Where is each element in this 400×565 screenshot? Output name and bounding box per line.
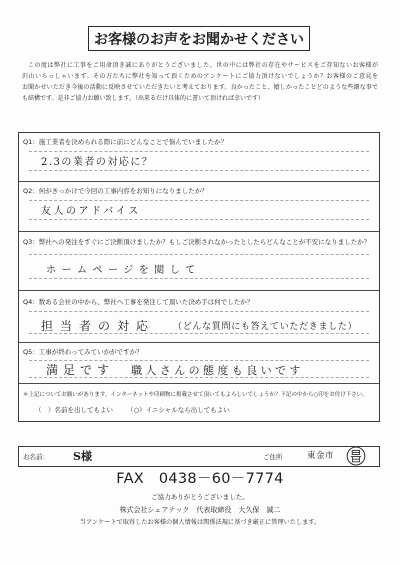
option-full-name: [35, 406, 113, 415]
question-2-label: Q2：何がきっかけで今回の工事内容をお知りになりましたか？: [23, 187, 208, 195]
publication-consent-section: [19, 384, 379, 421]
question-4-label: Q4：数ある会社の中から、弊社へ工事を発注して頂いた決め手は何でしたか？: [23, 298, 254, 306]
respondent-row: [18, 446, 380, 467]
question-3-label: Q3：弊社への発注をすぐにご決断頂けましたか？もしご決断されなかったとしたらどんなことが不安になりましたか？: [23, 238, 371, 246]
answer-rule-line: [29, 333, 369, 334]
intro-paragraph: [22, 60, 378, 104]
answer-rule-line: [29, 311, 369, 312]
answer-rule-line: [29, 200, 369, 201]
name-label: お名前：: [23, 453, 49, 461]
publication-request-text: ＊上記についてお願いがあります。インターネットや印刷物に掲載させて頂いてもよろしいでしょうか？下記の中から○印をお付け下さい。: [23, 392, 368, 398]
question-5-label: Q5：工事が終わってみていかがですか？: [23, 348, 143, 356]
answer-rule-line: [29, 219, 369, 220]
option-label: 名前を出してもよい: [54, 406, 113, 414]
question-1-answer: 2.3の業者の対応に？: [41, 157, 154, 168]
question-3-answer: ホームページを閲して: [46, 265, 201, 276]
questionnaire-box: [18, 132, 380, 422]
question-5-section: [19, 343, 379, 384]
address-value: 東金市: [307, 451, 335, 461]
answer-rule-line: [29, 278, 369, 279]
question-4-section: [19, 291, 379, 343]
company-signature: 株式会社シェアテック 代表取締役 大久保 誠二: [119, 506, 281, 514]
privacy-notice: 当アンケートで取得したお客様の個人情報は関係法規に基づき厳正に管理いたします。: [79, 519, 321, 526]
question-5-answer-note: 職人さんの態度も良いです: [131, 364, 304, 377]
intro-line: も結構です。是非ご協力お願い致します。（出来るだけ具体的に書いて頂ければ幸いです）: [22, 95, 265, 102]
answer-rule-line: [29, 377, 369, 378]
question-3-section: [19, 232, 379, 291]
option-label: イニシャルなら出してもよい: [145, 406, 230, 414]
option-initials: [127, 406, 230, 415]
thanks-text: ご協力ありがとうございました。: [151, 493, 249, 501]
question-4-answer: 担当者の対応: [41, 319, 156, 333]
address-label: ご住所: [263, 453, 283, 461]
question-4-answer-note: （どんな質問にも答えていただきました）: [173, 322, 358, 332]
intro-line: 沢山いらっしゃいます。その方たちに弊社を知って頂くためのアンケートにご協力頂けないでしょうか？お客様のご意見を: [22, 73, 378, 80]
answer-rule-line: [29, 151, 369, 152]
question-5-answer: 満足です: [46, 363, 115, 377]
answer-rule-line: [29, 170, 369, 171]
form-title: お客様のお声をお聞かせください: [88, 26, 310, 51]
question-1-label: Q1：施工業者を決められる際に前にどんなことで悩んでいましたか？: [23, 138, 228, 146]
question-2-answer: 友人のアドバイス: [41, 206, 141, 217]
option-mark: （ ）: [35, 406, 55, 414]
answer-rule-line: [29, 360, 369, 361]
seal-stamp-icon: [346, 446, 366, 466]
name-value: S様: [73, 450, 92, 463]
intro-line: お聞かせいただき今後の活動に反映させていただきたいと考えております。良かったこと、嬉しかったことどのような些細な事で: [22, 84, 378, 91]
question-2-section: [19, 182, 379, 232]
question-1-section: [19, 133, 379, 182]
intro-line: この度は弊社に工事をご用命頂き誠にありがとうございました。世の中には弊社の存在やサービスをご存知ないお客様が: [28, 62, 378, 69]
option-mark-circled: （○）: [127, 406, 146, 414]
answer-rule-line: [29, 254, 369, 255]
fax-number: FAX 0438－60－7774: [116, 471, 284, 487]
